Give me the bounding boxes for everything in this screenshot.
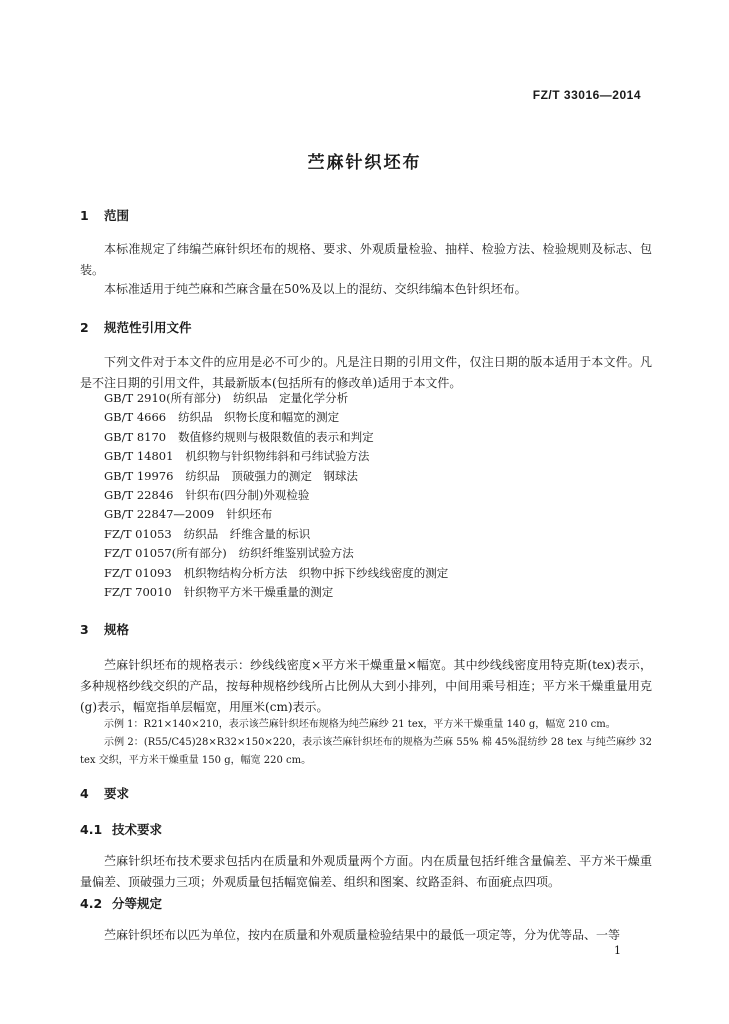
reference-item: GB/T 8170 数值修约规则与极限数值的表示和判定	[104, 429, 374, 444]
section-number: 4	[80, 786, 89, 801]
reference-item: FZ/T 01053 纺织品 纤维含量的标识	[104, 526, 311, 541]
section-4-1-heading	[80, 820, 162, 838]
reference-item: GB/T 22847—2009 针织坯布	[104, 507, 273, 522]
document-title: 苎麻针织坯布	[307, 153, 422, 173]
section-number: 3	[80, 622, 89, 637]
reference-item: FZ/T 70010 针织物平方米干燥重量的测定	[104, 585, 334, 600]
reference-item: FZ/T 01057(所有部分) 纺织纤维鉴别试验方法	[104, 546, 354, 561]
example-1: 示例 1：R21×140×210，表示该苎麻针织坯布规格为纯苎麻纱 21 tex，平方米干燥重量 140 g，幅宽 210 cm。	[104, 719, 616, 730]
section-number: 2	[80, 320, 89, 335]
scope-paragraph-1: 本标准规定了纬编苎麻针织坯布的规格、要求、外观质量检验、抽样、检验方法、检验规则及标志、包装。	[80, 242, 652, 277]
section-title: 规格	[104, 622, 130, 637]
section-4-2-heading	[80, 894, 162, 912]
section-number: 1	[80, 208, 89, 223]
reference-item: GB/T 22846 针织布(四分制)外观检验	[104, 488, 310, 503]
grading-paragraph: 苎麻针织坯布以匹为单位，按内在质量和外观质量检验结果中的最低一项定等，分为优等品、一等	[104, 928, 621, 942]
page-number: 1	[614, 944, 621, 957]
section-title: 范围	[104, 208, 130, 223]
section-3-heading	[80, 620, 129, 638]
section-title: 分等规定	[112, 896, 163, 911]
section-title: 规范性引用文件	[104, 320, 192, 335]
section-2-heading	[80, 318, 192, 336]
reference-item: GB/T 4666 纺织品 织物长度和幅宽的测定	[104, 410, 340, 425]
reference-list	[104, 389, 448, 602]
section-title: 要求	[104, 786, 130, 801]
example-2: 示例 2：(R55/C45)28×R32×150×220，表示该苎麻针织坯布的规格为苎麻 55% 棉 45%混纺纱 28 tex 与纯苎麻纱 32 tex 交织，平方米干燥重量 150 g，幅宽 220 cm。	[80, 737, 652, 766]
standard-number: FZ/T 33016—2014	[532, 88, 641, 102]
section-4-heading	[80, 784, 129, 802]
section-number: 4.2	[80, 896, 103, 911]
section-number: 4.1	[80, 822, 103, 837]
reference-item: GB/T 19976 纺织品 顶破强力的测定 钢球法	[104, 468, 358, 483]
normative-references-paragraph: 下列文件对于本文件的应用是必不可少的。凡是注日期的引用文件，仅注日期的版本适用于本文件。凡是不注日期的引用文件，其最新版本(包括所有的修改单)适用于本文件。	[80, 355, 652, 390]
specification-paragraph: 苎麻针织坯布的规格表示：纱线线密度×平方米干燥重量×幅宽。其中纱线线密度用特克斯(tex)表示，多种规格纱线交织的产品，按每种规格纱线所占比例从大到小排列，中间用乘号相连；平方米干燥重量用克(g)表示，幅宽指单层幅宽，用厘米(cm)表示。	[80, 658, 652, 714]
reference-item: GB/T 14801 机织物与针织物纬斜和弓纬试验方法	[104, 449, 370, 464]
section-title: 技术要求	[112, 822, 163, 837]
scope-paragraph-2: 本标准适用于纯苎麻和苎麻含量在50%及以上的混纺、交织纬编本色针织坯布。	[104, 282, 527, 296]
section-1-heading	[80, 206, 129, 224]
reference-item: FZ/T 01093 机织物结构分析方法 织物中拆下纱线线密度的测定	[104, 565, 449, 580]
reference-item: GB/T 2910(所有部分) 纺织品 定量化学分析	[104, 391, 349, 405]
technical-requirements-paragraph: 苎麻针织坯布技术要求包括内在质量和外观质量两个方面。内在质量包括纤维含量偏差、平方米干燥重量偏差、顶破强力三项；外观质量包括幅宽偏差、组织和图案、纹路歪斜、布面疵点四项。	[80, 854, 652, 889]
